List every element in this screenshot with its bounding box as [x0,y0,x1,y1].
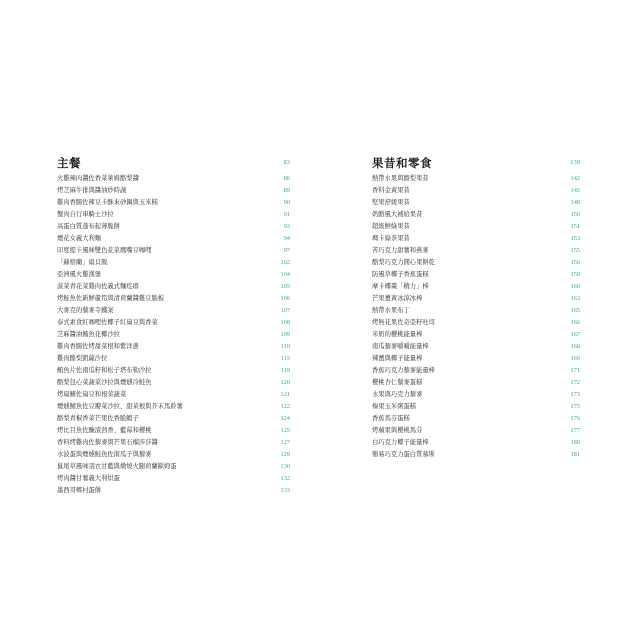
entry-page-number: 108 [280,319,290,326]
entry-title: 南瓜藜麥嚼嚼能量棒 [372,343,429,350]
entry-title: 泰式素食紅咖哩佐椰子紅扁豆與香菜 [57,319,158,326]
entry-title: 烤比目魚佐醃漬茴香、藍莓和櫻桃 [57,427,152,434]
entry-title: 烤無花果佐奇亞籽吐司 [372,319,435,326]
entry-title: 超級鮮綠果昔 [372,223,410,230]
entry-title: 菠菜青花菜雞肉佐義式麵疙瘩 [57,283,139,290]
toc-entry [57,185,290,197]
toc-entry [372,341,580,353]
entry-page-number: 120 [280,379,290,386]
entry-page-number: 180 [570,439,580,446]
toc-entry [372,425,580,437]
toc-entry [372,173,580,185]
entry-title: 熱帶水果布丁 [372,307,410,314]
entry-page-number: 171 [570,367,580,374]
entry-page-number: 90 [283,199,290,206]
toc-entry [372,401,580,413]
toc-entry [372,449,580,461]
entry-title: 酪梨巧克力開心果餅乾 [372,259,435,266]
toc-entry [372,305,580,317]
toc-entry [57,425,290,437]
toc-entry [372,365,580,377]
entry-page-number: 107 [280,307,290,314]
toc-entry [372,281,580,293]
entry-page-number: 166 [570,319,580,326]
toc-entry [57,473,290,485]
entry-page-number: 177 [570,427,580,434]
toc-entry [57,197,290,209]
toc-entry [57,257,290,269]
toc-column-smoothies-snacks [372,156,580,461]
toc-entry [372,245,580,257]
entry-title: 雞肉酪梨凱薩沙拉 [57,355,108,362]
entry-title: 烤蘋果與櫻桃馬芬 [372,427,423,434]
entry-title: 酪梨青椒香菜芒果佐香脆蝦子 [57,415,139,422]
entry-title: 瑪卡綠茶果昔 [372,235,410,242]
entry-title: 簡易巧克力蛋白質慕斯 [372,451,435,458]
entry-title: 烤鮭魚佐新鮮蘆筍與清荷蘭醬雞豆腦板 [57,295,165,302]
entry-page-number: 175 [570,403,580,410]
toc-entry [372,329,580,341]
entry-title: 印度提卡風味雙色花菜鷹嘴豆咖哩 [57,247,152,254]
entry-title: 奶酪風大補給果昔 [372,211,423,218]
toc-entry [57,269,290,281]
toc-entry [57,317,290,329]
entry-page-number: 93 [283,223,290,230]
toc-entry [372,221,580,233]
entry-title: 水波蛋與煙燻鮭魚佐南瓜子與藜麥 [57,451,152,458]
toc-entry [372,317,580,329]
toc-entry [57,209,290,221]
entry-title: 烤肉醬甘薯義大利烘蛋 [57,475,120,482]
toc-entry [372,257,580,269]
entry-page-number: 119 [280,367,290,374]
entry-page-number: 110 [280,343,290,350]
section-page-number: 139 [570,159,580,166]
entry-page-number: 132 [280,475,290,482]
section-page-number: 83 [283,159,290,166]
entry-page-number: 115 [280,355,290,362]
toc-entry [57,413,290,425]
entry-title: 蟹肉自行車騎士沙拉 [57,211,114,218]
toc-entry-list [372,173,580,461]
entry-page-number: 151 [570,223,580,230]
entry-page-number: 159 [570,271,580,278]
entry-title: 亞洲風火雞漢堡 [57,271,102,278]
entry-title: 芒果薑黃冰涼冰棒 [372,295,423,302]
entry-title: 酪梨包心菜蔬菜沙拉與煙燻冷鮭魚 [57,379,152,386]
entry-page-number: 102 [280,259,290,266]
entry-page-number: 133 [280,487,290,494]
entry-title: 烤扁鰺佐扁豆和根莖蔬菜 [57,391,127,398]
entry-page-number: 127 [280,439,290,446]
entry-title: 香蕉巧克力藜麥能量棒 [372,367,435,374]
entry-title: 雞肉香腸佐辣豆卡酥來砂鍋與玉米糕 [57,199,158,206]
entry-page-number: 181 [570,451,580,458]
entry-title: 鮪魚片佐南瓜籽和松子塔布勒沙拉 [57,367,152,374]
entry-title: 摩卡椰棗「精力」棒 [372,283,429,290]
toc-entry [372,233,580,245]
entry-title: 白巧克力椰子能量棒 [372,439,429,446]
entry-title: 墨西哥鄉村蛋餅 [57,487,102,494]
entry-page-number: 153 [570,235,580,242]
entry-page-number: 163 [570,295,580,302]
section-header [57,156,290,170]
toc-entry-list [57,173,290,497]
entry-page-number: 125 [280,427,290,434]
entry-page-number: 167 [570,331,580,338]
entry-page-number: 109 [280,331,290,338]
entry-page-number: 94 [283,235,290,242]
entry-page-number: 142 [570,175,580,182]
entry-page-number: 91 [283,211,290,218]
toc-entry [57,461,290,473]
entry-title: 烤芝麻牛排與醬油炒時蔬 [57,187,127,194]
toc-entry [57,305,290,317]
toc-entry [57,293,290,305]
entry-title: 櫻桃杏仁藜麥蛋糕 [372,379,423,386]
entry-title: 鼠尾草風味羽衣甘藍與燉燒火腿荷蘭歐姆蛋 [57,463,177,470]
toc-entry [372,437,580,449]
toc-entry [57,437,290,449]
toc-entry [57,389,290,401]
entry-page-number: 105 [280,283,290,290]
toc-entry [57,221,290,233]
entry-page-number: 122 [280,403,290,410]
toc-entry [57,341,290,353]
toc-entry [372,293,580,305]
entry-page-number: 86 [283,175,290,182]
toc-entry [57,485,290,497]
entry-title: 火雞辣肉醬佐香菜萊姆酪梨醬 [57,175,139,182]
entry-title: 雞肉香腸佐烤甜菜根和紫洋蔥 [57,343,139,350]
toc-entry [57,281,290,293]
entry-title: 「蘇格蘭」扇貝飯 [57,259,108,266]
entry-page-number: 145 [570,187,580,194]
entry-page-number: 172 [570,379,580,386]
entry-page-number: 106 [280,295,290,302]
entry-page-number: 160 [570,283,580,290]
entry-page-number: 165 [570,307,580,314]
toc-entry [57,245,290,257]
entry-title: 苦巧克力甜薯和燕麥 [372,247,429,254]
toc-entry [57,377,290,389]
entry-page-number: 121 [280,391,290,398]
entry-page-number: 148 [570,199,580,206]
entry-title: 水果與巧克力藜麥 [372,391,423,398]
toc-entry [372,185,580,197]
entry-page-number: 129 [280,451,290,458]
entry-page-number: 169 [570,355,580,362]
entry-title: 煙花女義大利麵 [57,235,102,242]
toc-column-main-dishes [57,156,290,497]
section-header [372,156,580,170]
toc-entry [57,329,290,341]
toc-entry [372,413,580,425]
entry-page-number: 173 [570,391,580,398]
entry-title: 米奶的櫻桃能量棒 [372,331,423,338]
entry-page-number: 104 [280,271,290,278]
entry-page-number: 124 [280,415,290,422]
entry-title: 辣薑與椰子能量棒 [372,355,423,362]
toc-entry [372,197,580,209]
entry-title: 高蛋白質蓬布起薄脆餅 [57,223,120,230]
entry-title: 堅果舒緩果昔 [372,199,410,206]
entry-page-number: 168 [570,343,580,350]
entry-title: 大麥克的藜麥寺鐵案 [57,307,114,314]
toc-entry [57,449,290,461]
entry-title: 香料金黃果昔 [372,187,410,194]
section-title: 果昔和零食 [372,156,432,170]
section-title: 主餐 [57,156,81,170]
entry-title: 香料烤雞肉佐藜麥與芒果石榴莎莎醬 [57,439,158,446]
entry-title: 煙燻鯖魚佐豆瓣菜沙拉、甜菜根與芥末馬鈴薯 [57,403,183,410]
toc-entry [57,353,290,365]
toc-entry [57,365,290,377]
toc-entry [372,269,580,281]
entry-title: 熱帶水果與酪梨果昔 [372,175,429,182]
entry-page-number: 176 [570,415,580,422]
entry-title: 榛果玉米粥蛋糕 [372,403,417,410]
entry-page-number: 130 [280,463,290,470]
entry-title: 防風草椰子香蕉蛋糕 [372,271,429,278]
toc-entry [372,353,580,365]
entry-title: 芝麻醬油鮪魚花椰沙拉 [57,331,120,338]
entry-title: 香蕉馬芬蛋糕 [372,415,410,422]
toc-entry [372,389,580,401]
entry-page-number: 150 [570,211,580,218]
toc-entry [372,377,580,389]
toc-entry [57,401,290,413]
entry-page-number: 156 [570,259,580,266]
entry-page-number: 89 [283,187,290,194]
toc-entry [57,233,290,245]
entry-page-number: 97 [283,247,290,254]
entry-page-number: 155 [570,247,580,254]
toc-entry [57,173,290,185]
toc-entry [372,209,580,221]
